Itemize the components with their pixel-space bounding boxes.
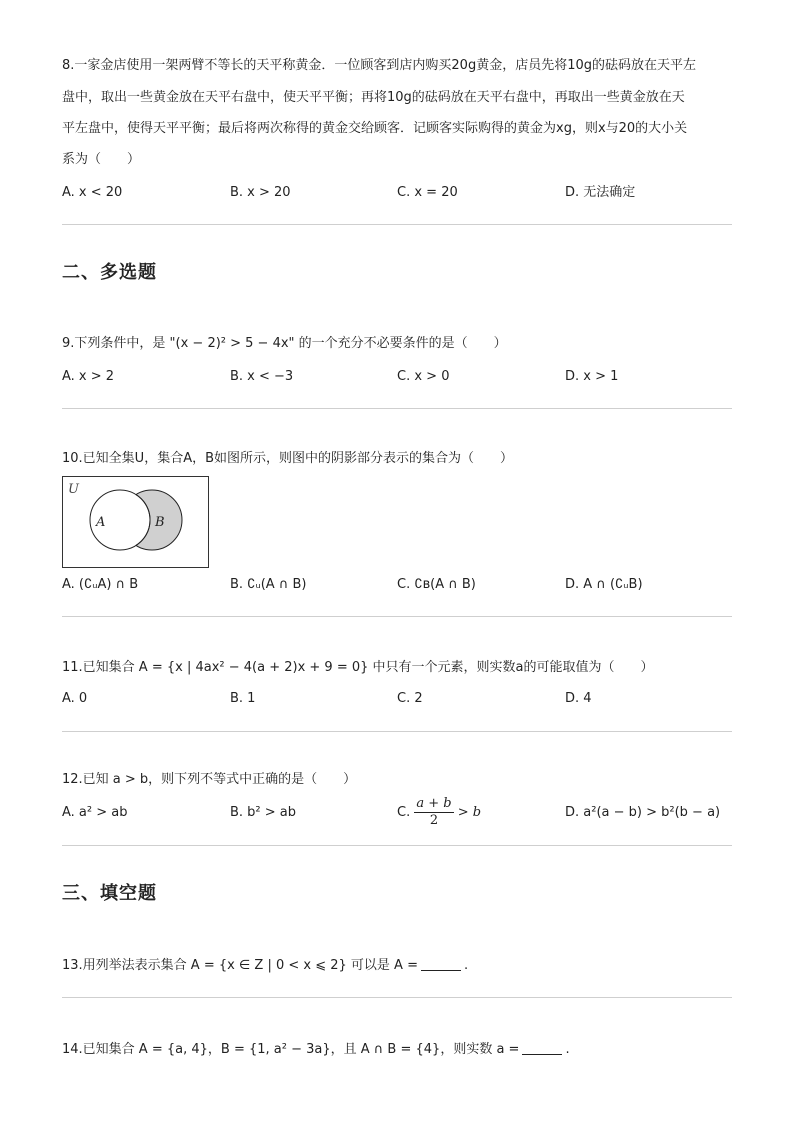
q12-option-c-rest: > b	[457, 805, 482, 820]
set-a-label: A	[96, 515, 106, 530]
q14-line	[62, 1040, 570, 1060]
set-b-label: B	[155, 515, 165, 530]
q9-option-c: C. x > 0	[397, 369, 450, 384]
q13-end: .	[463, 958, 469, 973]
q9-option-a: A. x > 2	[62, 369, 115, 384]
divider	[62, 224, 732, 225]
section-title-multiple-choice: 二、多选题	[62, 262, 157, 283]
q13-line	[62, 956, 468, 976]
answer-blank[interactable]	[421, 956, 461, 971]
q12-option-c-letter: C.	[397, 805, 411, 820]
q14-stem: 14.已知集合 A = {a, 4}，B = {1, a² − 3a}，且 A ∩ B = {4}，则实数 a =	[62, 1042, 520, 1057]
q10-option-a: A. (∁ᵤA) ∩ B	[62, 577, 139, 592]
divider	[62, 408, 732, 409]
q11-option-a: A. 0	[62, 691, 88, 706]
q12-option-b: B. b² > ab	[230, 805, 297, 820]
q11-option-c: C. 2	[397, 691, 423, 706]
q8-line4: 系为（ ）	[62, 152, 141, 167]
q10-option-c: C. ∁ʙ(A ∩ B)	[397, 577, 476, 592]
q10-stem: 10.已知全集U，集合A，B如图所示，则图中的阴影部分表示的集合为（ ）	[62, 451, 514, 466]
venn-diagram	[62, 476, 212, 570]
q12-option-c	[397, 795, 481, 831]
answer-blank[interactable]	[522, 1040, 562, 1055]
q9-option-b: B. x < −3	[230, 369, 294, 384]
divider	[62, 616, 732, 617]
q9-option-d: D. x > 1	[565, 369, 619, 384]
q14-end: .	[565, 1042, 570, 1057]
fraction-denominator: 2	[429, 813, 439, 828]
q8-option-d: D. 无法确定	[565, 185, 636, 200]
q13-stem: 13.用列举法表示集合 A = {x ∈ Z | 0 < x ⩽ 2} 可以是 A =	[62, 958, 418, 973]
q8-line3: 平左盘中，使得天平平衡；最后将两次称得的黄金交给顾客．记顾客实际购得的黄金为xg，则x与20的大小关	[62, 121, 688, 136]
q10-option-b: B. ∁ᵤ(A ∩ B)	[230, 577, 307, 592]
q8-option-a: A. x < 20	[62, 185, 123, 200]
section-title-fill-in-blank: 三、填空题	[62, 883, 157, 904]
q9-stem: 9.下列条件中，是 "(x − 2)² > 5 − 4x" 的一个充分不必要条件的是（ ）	[62, 336, 507, 351]
q12-option-d: D. a²(a − b) > b²(b − a)	[565, 805, 721, 820]
q8-line1: 8.一家金店使用一架两臂不等长的天平称黄金．一位顾客到店内购买20g黄金，店员先将10g的砝码放在天平左	[62, 58, 696, 73]
q8-line2: 盘中，取出一些黄金放在天平右盘中，使天平平衡；再将10g的砝码放在天平右盘中，再取出一些黄金放在天	[62, 90, 685, 105]
q10-option-d: D. A ∩ (∁ᵤB)	[565, 577, 643, 592]
divider	[62, 731, 732, 732]
q8-option-c: C. x = 20	[397, 185, 458, 200]
q12-option-a: A. a² > ab	[62, 805, 128, 820]
q11-option-d: D. 4	[565, 691, 592, 706]
fraction-numerator: a + b	[416, 796, 452, 811]
q11-option-b: B. 1	[230, 691, 256, 706]
q8-option-b: B. x > 20	[230, 185, 291, 200]
divider	[62, 997, 732, 998]
divider	[62, 845, 732, 846]
q12-stem: 12.已知 a > b，则下列不等式中正确的是（ ）	[62, 772, 357, 787]
q11-stem: 11.已知集合 A = {x | 4ax² − 4(a + 2)x + 9 = 0} 中只有一个元素，则实数a的可能取值为（ ）	[62, 660, 654, 675]
universe-label: U	[68, 482, 79, 497]
fraction	[414, 796, 453, 829]
